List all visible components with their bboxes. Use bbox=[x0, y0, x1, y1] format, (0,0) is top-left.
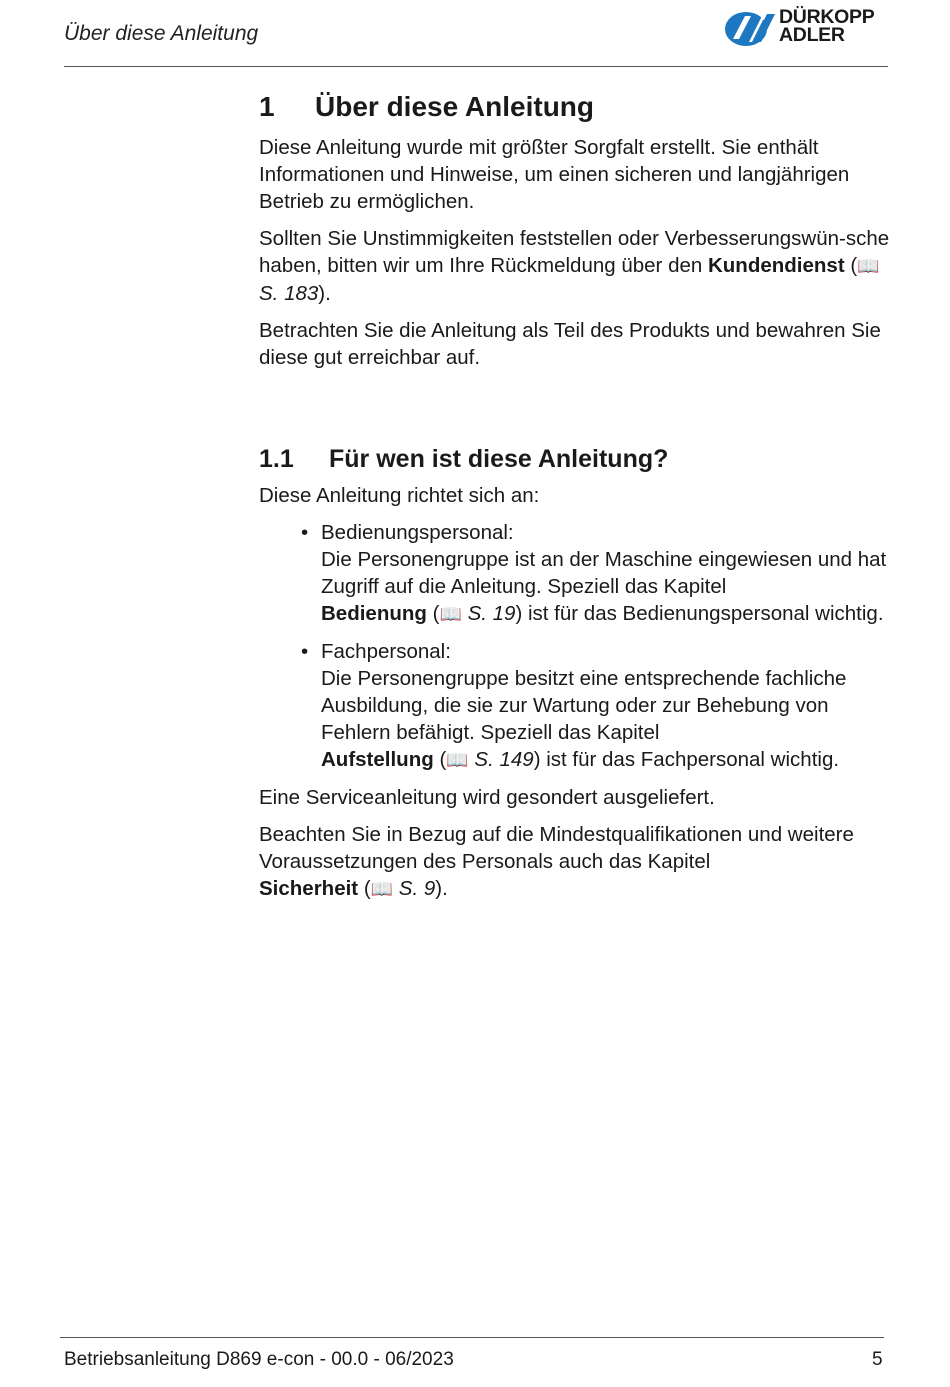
paragraph-service: Eine Serviceanleitung wird gesondert ausgeliefert. bbox=[259, 786, 715, 809]
list-item-title: Fachpersonal: bbox=[321, 640, 451, 663]
book-icon: 📖 bbox=[370, 879, 394, 899]
durkopp-adler-logo bbox=[723, 8, 893, 50]
section-1-1-number: 1.1 bbox=[259, 445, 294, 473]
list-item-end: ) ist für das Fachpersonal wichtig. bbox=[533, 748, 840, 771]
footer-document-info: Betriebsanleitung D869 e-con - 00.0 - 06/2023 bbox=[64, 1349, 454, 1370]
link-sicherheit[interactable]: Sicherheit bbox=[259, 877, 359, 900]
book-icon: 📖 bbox=[439, 604, 462, 624]
list-item-text: Die Personengruppe besitzt eine entsprechende fachliche Ausbildung, die sie zur Wartung oder zur Behebung von Fehlern befähigt. Speziell das Kapitel Aufstellung (📖 S. 149) ist für das Fachpersonal wichtig. bbox=[321, 667, 847, 771]
footer-rule bbox=[60, 1337, 884, 1338]
header-rule bbox=[64, 66, 888, 67]
page-ref-149[interactable]: S. 149 bbox=[474, 748, 534, 771]
section-1-heading bbox=[259, 90, 899, 124]
list-item-end: ) ist für das Bedienungspersonal wichtig. bbox=[515, 602, 884, 625]
logo-text-line1: DÜRKOPP bbox=[779, 6, 875, 28]
page-ref-19[interactable]: S. 19 bbox=[467, 602, 516, 625]
running-header-title: Über diese Anleitung bbox=[64, 22, 259, 45]
list-item-specialists bbox=[259, 638, 899, 774]
page-ref-9[interactable]: S. 9 bbox=[398, 877, 436, 900]
section-1-number: 1 bbox=[259, 91, 275, 122]
audience-list bbox=[259, 519, 899, 774]
section-1-1-title: Für wen ist diese Anleitung? bbox=[329, 445, 669, 473]
paragraph-keep: Betrachten Sie die Anleitung als Teil des Produkts und bewahren Sie diese gut erreichbar auf. bbox=[259, 319, 881, 369]
page-number: 5 bbox=[872, 1349, 883, 1370]
bullet-icon: • bbox=[301, 640, 309, 663]
section-1-1-heading bbox=[259, 444, 899, 474]
book-icon: 📖 bbox=[857, 256, 880, 276]
section-1-title: Über diese Anleitung bbox=[315, 91, 595, 122]
list-item-operators bbox=[259, 519, 899, 628]
link-kundendienst[interactable]: Kundendienst bbox=[707, 254, 845, 277]
section-1-1 bbox=[259, 444, 899, 913]
paragraph-intro: Diese Anleitung wurde mit größter Sorgfalt erstellt. Sie enthält Informationen und Hinweise, um einen sicheren und langjährigen Betrieb zu ermöglichen. bbox=[259, 136, 850, 213]
paragraph-qualifications-text: Beachten Sie in Bezug auf die Mindestqualifikationen und weitere Voraussetzungen des Personals auch das Kapitel bbox=[259, 823, 854, 873]
list-item-body: Die Personengruppe besitzt eine entsprechende fachliche Ausbildung, die sie zur Wartung oder zur Behebung von Fehlern befähigt. Speziell das Kapitel bbox=[321, 667, 847, 744]
paragraph-qualifications: Beachten Sie in Bezug auf die Mindestqualifikationen und weitere Voraussetzungen des Personals auch das Kapitel Sicherheit (📖 S. 9). bbox=[259, 823, 854, 900]
bullet-icon: • bbox=[301, 521, 309, 544]
paragraph-feedback-text: Sollten Sie Unstimmigkeiten feststellen oder Verbesserungswün-sche haben, bitten wir um Ihre Rückmeldung über den bbox=[259, 227, 890, 277]
list-item-body: Die Personengruppe ist an der Maschine eingewiesen und hat Zugriff auf die Anleitung. Speziell das Kapitel bbox=[321, 548, 887, 598]
list-item-text: Die Personengruppe ist an der Maschine eingewiesen und hat Zugriff auf die Anleitung. Speziell das Kapitel Bedienung (📖 S. 19) ist für das Bedienungspersonal wichtig. bbox=[321, 548, 887, 625]
link-aufstellung[interactable]: Aufstellung bbox=[321, 748, 434, 771]
page-ref-183[interactable]: S. 183 bbox=[259, 282, 319, 305]
link-bedienung[interactable]: Bedienung bbox=[321, 602, 427, 625]
paragraph-feedback: Sollten Sie Unstimmigkeiten feststellen oder Verbesserungswün-sche haben, bitten wir um Ihre Rückmeldung über den Kundendienst (📖 S. 183). bbox=[259, 227, 890, 305]
section-1 bbox=[259, 90, 899, 381]
paragraph-audience-intro: Diese Anleitung richtet sich an: bbox=[259, 484, 540, 507]
list-item-title: Bedienungspersonal: bbox=[321, 521, 514, 544]
logo-mark-icon bbox=[723, 8, 777, 50]
logo-text-line2: ADLER bbox=[779, 24, 845, 46]
book-icon: 📖 bbox=[446, 750, 469, 770]
